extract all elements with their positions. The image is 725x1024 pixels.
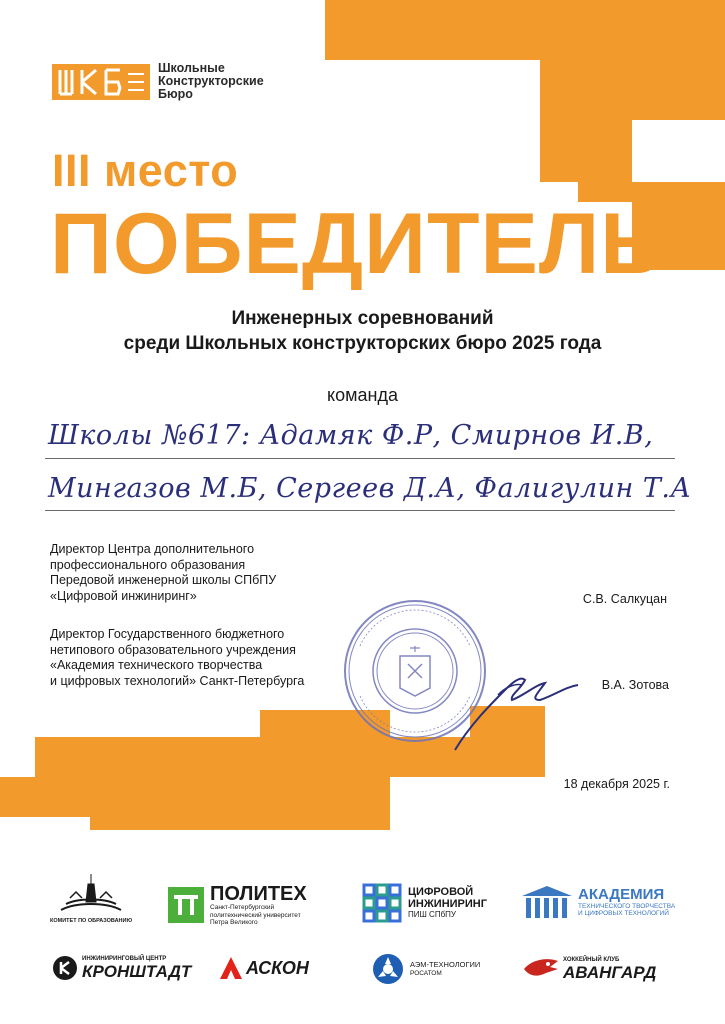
skb-logo-text (158, 62, 264, 101)
position-line: «Академия технического творчества (50, 658, 263, 672)
askon-logo-icon (218, 955, 244, 981)
skb-logo (52, 62, 264, 101)
handwritten-signature (450, 655, 580, 765)
logo-line: Школьные (158, 61, 225, 75)
position-line: Директор Центра дополнительного (50, 542, 255, 556)
deco-block (90, 777, 390, 830)
digital-title: ИНЖИНИРИНГ (408, 898, 487, 910)
underline (45, 458, 675, 459)
position-line: Директор Государственного бюджетного (50, 627, 285, 641)
position-line: и цифровых технологий» Санкт-Петербурга (50, 673, 305, 688)
digital-sub: ПИШ СПбПУ (408, 910, 456, 919)
polytech-title: ПОЛИТЕХ (210, 883, 307, 905)
academy-logo-icon (520, 884, 574, 920)
partner-committee (50, 872, 132, 926)
committee-logo-icon (56, 872, 126, 918)
rosatom-logo-icon (372, 953, 404, 985)
team-label: команда (327, 385, 398, 405)
kronshtadt-logo-icon (52, 955, 78, 981)
issue-date: 18 декабря 2025 г. (563, 777, 670, 791)
signatory-position (50, 542, 276, 604)
partner-academy (520, 884, 675, 920)
position-line: нетипового образовательного учреждения (50, 642, 296, 657)
polytech-sub: Санкт-Петербургский (210, 904, 275, 911)
aem-sub: РОСАТОМ (410, 970, 442, 978)
polytech-sub: политехнический университет (210, 911, 301, 919)
avangard-title: АВАНГАРД (563, 963, 657, 983)
subtitle-line: среди Школьных конструкторских бюро 2025 года (123, 333, 602, 354)
academy-sub: И ЦИФРОВЫХ ТЕХНОЛОГИЙ (578, 910, 669, 917)
askon-title: АСКОН (246, 957, 309, 978)
team-members-line: Мингазов М.Б, Сергеев Д.А, Фалигулин Т.А (48, 473, 692, 504)
aem-title: АЭМ-ТЕХНОЛОГИИ (410, 960, 481, 970)
committee-label: КОМИТЕТ ПО ОБРАЗОВАНИЮ (50, 918, 133, 924)
partner-askon (218, 955, 309, 981)
deco-block (540, 60, 725, 120)
position-line: Передовой инженерной школы СПбПУ (50, 573, 277, 587)
underline (45, 510, 675, 511)
partner-digital-engineering (362, 883, 487, 923)
subtitle-line: Инженерных соревнований (231, 308, 494, 329)
digital-engineering-logo-icon (362, 883, 402, 923)
logo-line: Конструкторские (158, 74, 264, 88)
avangard-logo-icon (522, 955, 560, 983)
digital-title: ЦИФРОВОЙ (408, 886, 474, 898)
place-heading: III место (52, 145, 239, 196)
competition-subtitle (0, 306, 725, 356)
position-line: «Цифровой инжиниринг» (50, 588, 197, 603)
partner-avangard (522, 955, 656, 983)
winner-title: ПОБЕДИТЕЛЬ (50, 196, 664, 292)
avangard-sub: ХОККЕЙНЫЙ КЛУБ (563, 956, 620, 963)
kronshtadt-title: КРОНШТАДТ (82, 962, 192, 982)
partner-polytech (168, 884, 307, 927)
polytech-logo-icon (168, 887, 204, 923)
partner-aem (372, 953, 480, 985)
polytech-sub: Петра Великого (210, 919, 258, 926)
skb-logo-mark (52, 64, 150, 100)
logo-line: Бюро (158, 87, 193, 101)
signatory-name: В.А. Зотова (601, 678, 669, 692)
academy-sub: ТЕХНИЧЕСКОГО ТВОРЧЕСТВА (578, 902, 676, 910)
deco-block (0, 777, 90, 817)
kronshtadt-sub: ИНЖИНИРИНГОВЫЙ ЦЕНТР (82, 955, 167, 962)
signatory-position (50, 627, 304, 689)
deco-block (325, 0, 725, 60)
deco-block (540, 120, 632, 182)
academy-title: АКАДЕМИЯ (578, 885, 665, 903)
signatory-name: С.В. Салкуцан (582, 592, 667, 606)
position-line: профессионального образования (50, 557, 246, 572)
partner-kronshtadt (52, 955, 191, 981)
team-members-line: Школы №617: Адамяк Ф.Р, Смирнов И.В, (48, 420, 654, 451)
deco-block (35, 737, 260, 777)
